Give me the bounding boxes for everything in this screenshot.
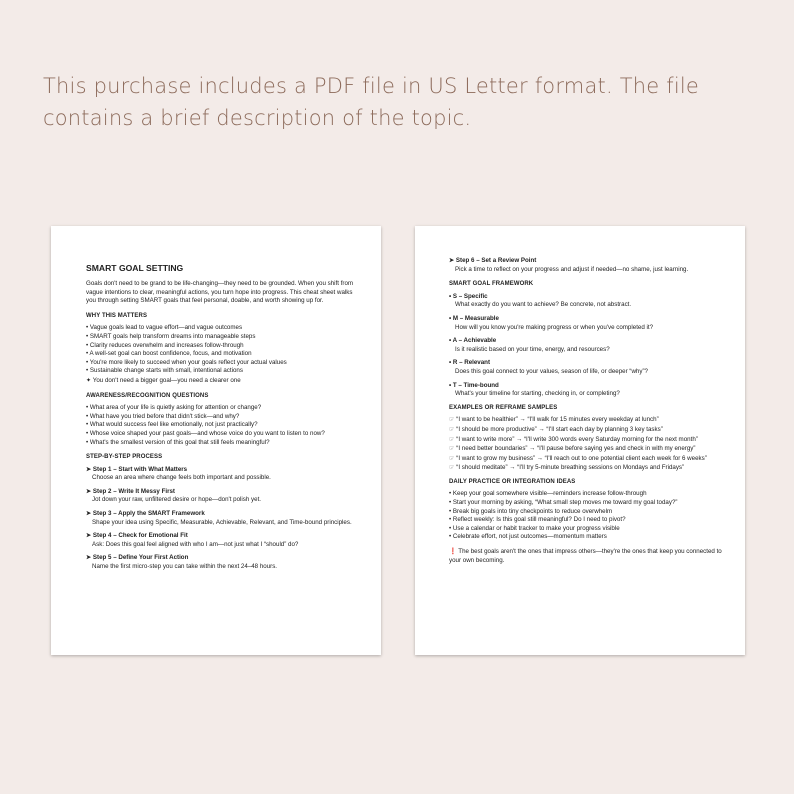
list-item: • Whose voice shaped your past goals—and whose voice do you want to listen to now? [86, 429, 325, 437]
intro-paragraph: Goals don't need to be grand to be life-changing—they need to be grounded. When you shift from vague intentions to clear, meaningful actions, you turn hope into progress. This cheat sheet walks you through setting SMART goals that feel personal, doable, and worth showing up for. [86, 280, 354, 305]
framework-description: Does this goal connect to your values, season of life, or deeper “why”? [455, 367, 648, 375]
step-description: Name the first micro-step you can take within the next 24–48 hours. [92, 563, 278, 571]
example-item: ☞ “I should be more productive” → “I'll start each day by planning 3 key tasks” [449, 425, 663, 433]
step-title: ➤ Step 3 – Apply the SMART Framework [86, 510, 205, 518]
section-heading-examples: EXAMPLES OR REFRAME SAMPLES [449, 404, 558, 411]
example-item: ☞ “I should meditate” → “I'll try 5-minute breathing sessions on Mondays and Fridays” [449, 464, 685, 472]
framework-item-achievable [449, 337, 723, 354]
list-item: • What have you tried before that didn't stick—and why? [86, 412, 240, 420]
section-heading-process: STEP-BY-STEP PROCESS [86, 454, 163, 461]
section-heading-why: WHY THIS MATTERS [86, 312, 148, 319]
list-item: • Sustainable change starts with small, intentional actions [86, 367, 243, 375]
list-item: • A well-set goal can boost confidence, focus, and motivation [86, 350, 252, 358]
list-item: • Clarity reduces overwhelm and increases follow-through [86, 341, 244, 349]
list-item: • Reflect weekly: Is this goal still meaningful? Do I need to pivot? [449, 516, 626, 524]
practice-list [449, 490, 723, 542]
headline: This purchase includes a PDF file in US Letter format. The file contains a brief description of the topic. [43, 74, 700, 130]
framework-description: Is it realistic based on your time, energy, and resources? [455, 345, 610, 353]
page-title: SMART GOAL SETTING [86, 263, 184, 273]
list-item: • What would success feel like emotionally, not just practically? [86, 421, 258, 429]
step-title: ➤ Step 6 – Set a Review Point [449, 257, 537, 264]
section-heading-practice: DAILY PRACTICE OR INTEGRATION IDEAS [449, 478, 576, 485]
framework-item-measurable [449, 315, 723, 332]
step-3 [86, 510, 359, 527]
why-list [86, 324, 359, 376]
list-item: • Keep your goal somewhere visible—reminders increase follow-through [449, 490, 647, 498]
document-page-1 [51, 226, 381, 655]
step-description: Jot down your raw, unfiltered desire or hope—don't polish yet. [92, 496, 262, 504]
list-item: • Start your morning by asking, “What small step moves me toward my goal today?” [449, 499, 678, 507]
framework-title: • A – Achievable [449, 337, 497, 345]
section-heading-awareness: AWARENESS/RECOGNITION QUESTIONS [86, 392, 209, 399]
framework-item-time-bound [449, 382, 723, 399]
examples-list [449, 416, 723, 473]
step-description: Pick a time to reflect on your progress and adjust if needed—no shame, just learning. [455, 265, 689, 273]
step-4 [86, 532, 359, 549]
framework-title: • S – Specific [449, 292, 488, 300]
step-title: ➤ Step 5 – Define Your First Action [86, 554, 189, 562]
step-title: ➤ Step 2 – Write It Messy First [86, 487, 175, 495]
step-6 [449, 257, 723, 274]
list-item: • Vague goals lead to vague effort—and vague outcomes [86, 324, 243, 332]
framework-title: • R – Relevant [449, 359, 491, 367]
step-2 [86, 488, 359, 505]
step-description: Shape your idea using Specific, Measurable, Achievable, Relevant, and Time-bound principles. [92, 518, 352, 526]
step-title: ➤ Step 4 – Check for Emotional Fit [86, 532, 188, 540]
framework-item-specific [449, 293, 723, 310]
section-heading-framework: SMART GOAL FRAMEWORK [449, 281, 534, 288]
step-title: ➤ Step 1 – Start with What Matters [86, 465, 188, 473]
awareness-list [86, 404, 359, 447]
example-item: ☞ “I want to write more” → “I'll write 300 words every Saturday morning for the next month” [449, 435, 698, 443]
step-description: Ask: Does this goal feel aligned with who I am—not just what I “should” do? [92, 540, 299, 548]
framework-item-relevant [449, 359, 723, 376]
framework-title: • M – Measurable [449, 314, 499, 322]
framework-description: How will you know you're making progress or when you've completed it? [455, 323, 654, 331]
step-5 [86, 554, 359, 571]
document-page-2 [415, 226, 745, 655]
framework-title: • T – Time-bound [449, 381, 499, 389]
list-item: • What's the smallest version of this goal that still feels meaningful? [86, 438, 270, 446]
list-item: • Break big goals into tiny checkpoints to reduce overwhelm [449, 507, 613, 515]
step-1 [86, 466, 359, 483]
list-item: • You're more likely to succeed when your goals reflect your actual values [86, 358, 287, 366]
framework-description: What exactly do you want to achieve? Be concrete, not abstract. [455, 301, 632, 309]
list-item: • Celebrate effort, not just outcomes—momentum matters [449, 533, 607, 541]
closing-note: ❗ The best goals aren't the ones that impress others—they're the ones that keep you connected to your own becoming. [449, 548, 722, 564]
why-note: ✦ You don't need a bigger goal—you need a clearer one [86, 376, 241, 384]
example-item: ☞ “I need better boundaries” → “I'll pause before saying yes and check in with my energy” [449, 445, 696, 453]
framework-description: What's your timeline for starting, checking in, or completing? [455, 390, 620, 398]
example-item: ☞ “I want to grow my business” → “I'll reach out to one potential client each week for 6 weeks” [449, 454, 707, 462]
list-item: • Use a calendar or habit tracker to make your progress visible [449, 524, 620, 532]
step-description: Choose an area where change feels both important and possible. [92, 474, 271, 482]
list-item: • SMART goals help transform dreams into manageable steps [86, 332, 256, 340]
example-item: ☞ “I want to be healthier” → “I'll walk for 15 minutes every weekday at lunch” [449, 416, 659, 424]
list-item: • What area of your life is quietly asking for attention or change? [86, 404, 262, 412]
